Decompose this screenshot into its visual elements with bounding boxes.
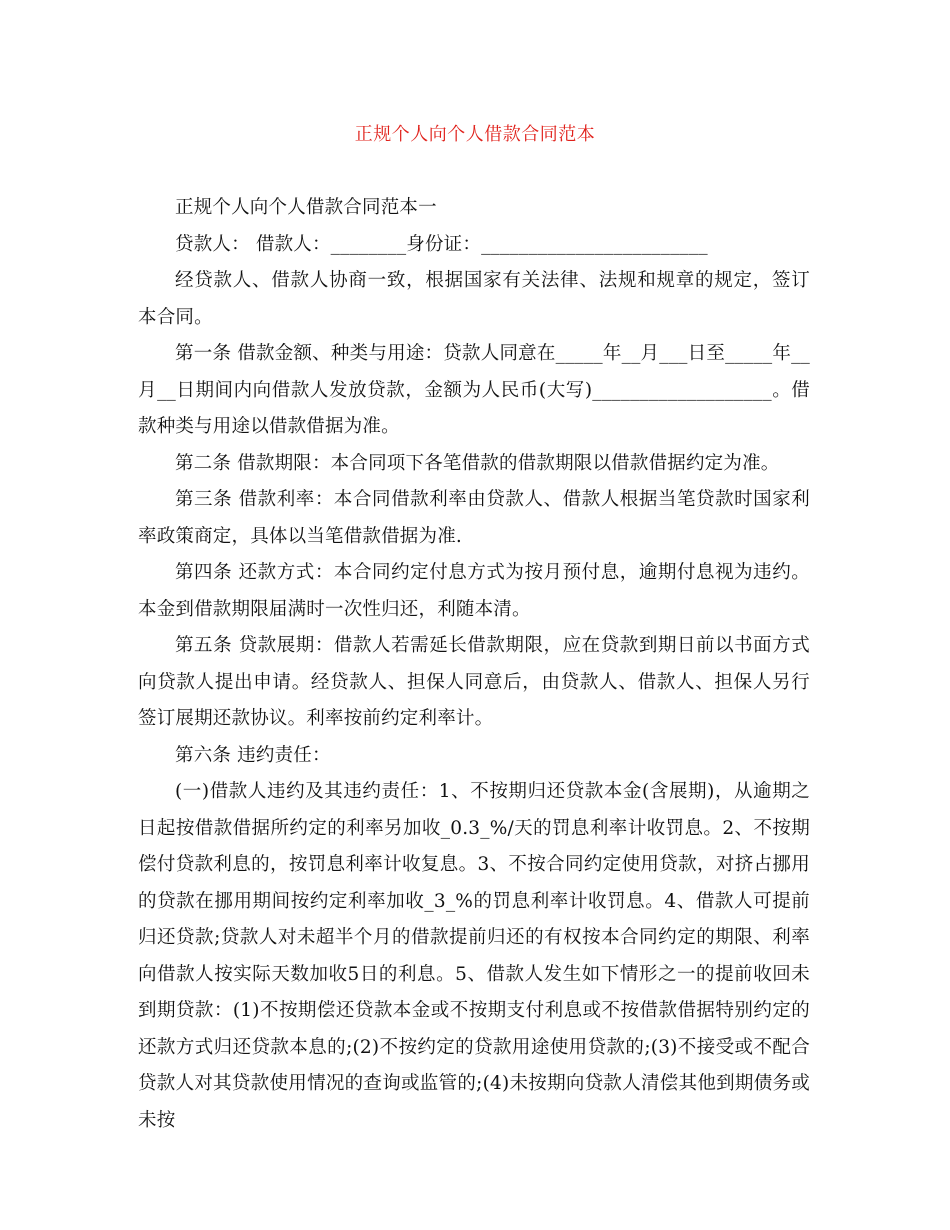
paragraph-article-4: 第四条 还款方式：本合同约定付息方式为按月预付息，逾期付息视为违约。本金到借款期限届满时一次性归还，利随本清。 — [138, 562, 810, 620]
paragraph-article-3: 第三条 借款利率：本合同借款利率由贷款人、借款人根据当笔贷款时国家利率政策商定，具体以当笔借款借据为准. — [138, 489, 810, 547]
paragraph-article-6: 第六条 违约责任： — [175, 744, 331, 766]
paragraph-article-6-clause-1: (一)借款人违约及其违约责任：1、不按期归还贷款本金(含展期)，从逾期之日起按借款借据所约定的利率另加收_0.3_%/天的罚息利率计收罚息。2、不按期偿付贷款利息的，按罚息利率计收复息。3、不按合同约定使用贷款，对挤占挪用的贷款在挪用期间按约定利率加收_3_%的罚息利率计收罚息。4、借款人可提前归还贷款;贷款人对未超半个月的借款提前归还的有权按本合同约定的期限、利率向借款人按实际天数加收5日的利息。5、借款人发生如下情形之一的提前收回未到期贷款：(1)不按期偿还贷款本金或不按期支付利息或不按借款借据特别约定的还款方式归还贷款本息的;(2)不按约定的贷款用途使用贷款的;(3)不接受或不配合贷款人对其贷款使用情况的查询或监管的;(4)未按期向贷款人清偿其他到期债务或未按 — [138, 781, 810, 1131]
paragraph-heading: 正规个人向个人借款合同范本一 — [175, 197, 437, 218]
document-title: 正规个人向个人借款合同范本 — [354, 124, 596, 145]
paragraph-article-1: 第一条 借款金额、种类与用途：贷款人同意在_____年__月___日至_____年__月__日期间内向借款人发放贷款，金额为人民币(大写)___________________。借款种类与用途以借款借据为准。 — [138, 343, 810, 437]
paragraph-article-5: 第五条 贷款展期：借款人若需延长借款期限，应在贷款到期日前以书面方式向贷款人提出申请。经贷款人、担保人同意后，由贷款人、借款人、担保人另行签订展期还款协议。利率按前约定利率计。 — [138, 635, 810, 729]
paragraph-article-2: 第二条 借款期限：本合同项下各笔借款的借款期限以借款借据约定为准。 — [175, 452, 780, 474]
paragraph-preamble: 经贷款人、借款人协商一致，根据国家有关法律、法规和规章的规定，签订本合同。 — [138, 270, 810, 328]
document-body — [138, 190, 810, 1139]
paragraph-parties: 贷款人： 借款人：________身份证：________________________ — [175, 233, 708, 255]
